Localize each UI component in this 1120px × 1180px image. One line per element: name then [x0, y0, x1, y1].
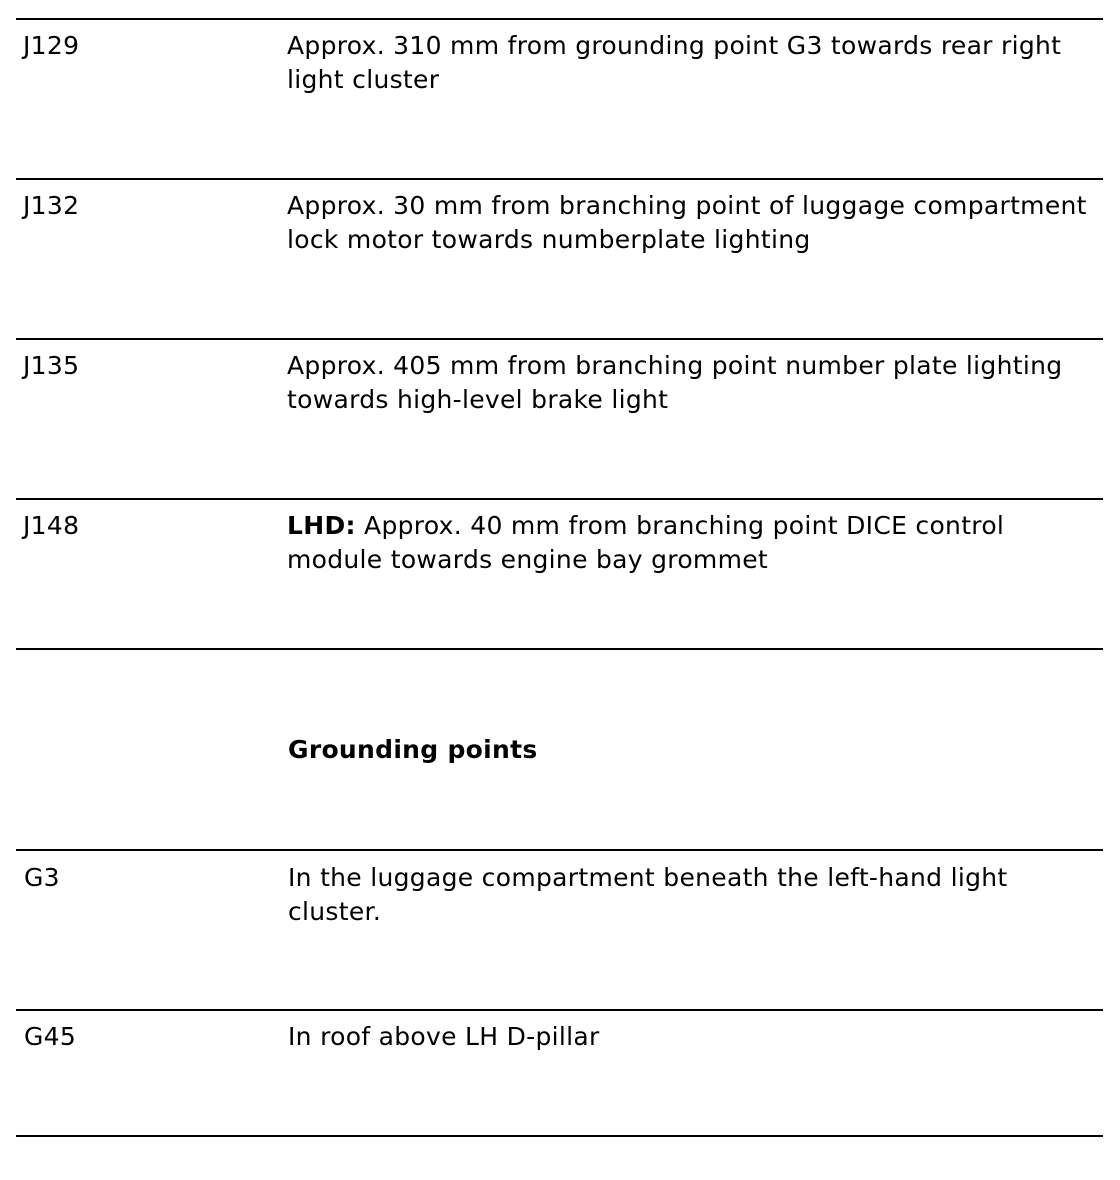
splice-code: J148 — [23, 511, 80, 540]
row-divider — [16, 18, 1103, 20]
splice-description — [287, 509, 1097, 577]
splice-code: J132 — [23, 191, 80, 220]
section-heading: Grounding points — [288, 735, 538, 764]
splice-code: J129 — [23, 31, 80, 60]
grounding-code: G45 — [24, 1022, 77, 1051]
row-divider — [16, 338, 1103, 340]
splice-description: Approx. 30 mm from branching point of luggage compartment lock motor towards numberplate lighting — [287, 191, 1087, 254]
row-divider — [16, 498, 1103, 500]
splice-description: Approx. 310 mm from grounding point G3 towards rear right light cluster — [287, 31, 1062, 94]
splice-code: J135 — [23, 351, 80, 380]
row-divider — [16, 178, 1103, 180]
splice-description: Approx. 405 mm from branching point number plate lighting towards high-level brake light — [287, 351, 1063, 414]
row-divider — [16, 1009, 1103, 1011]
row-divider — [16, 648, 1103, 650]
lhd-prefix: LHD: — [287, 511, 356, 540]
grounding-description: In the luggage compartment beneath the left-hand light cluster. — [288, 863, 1008, 926]
splice-description-text: Approx. 40 mm from branching point DICE control module towards engine bay grommet — [287, 511, 1005, 574]
grounding-code: G3 — [24, 863, 60, 892]
row-divider — [16, 1135, 1103, 1137]
grounding-description: In roof above LH D-pillar — [288, 1022, 600, 1051]
row-divider — [16, 849, 1103, 851]
